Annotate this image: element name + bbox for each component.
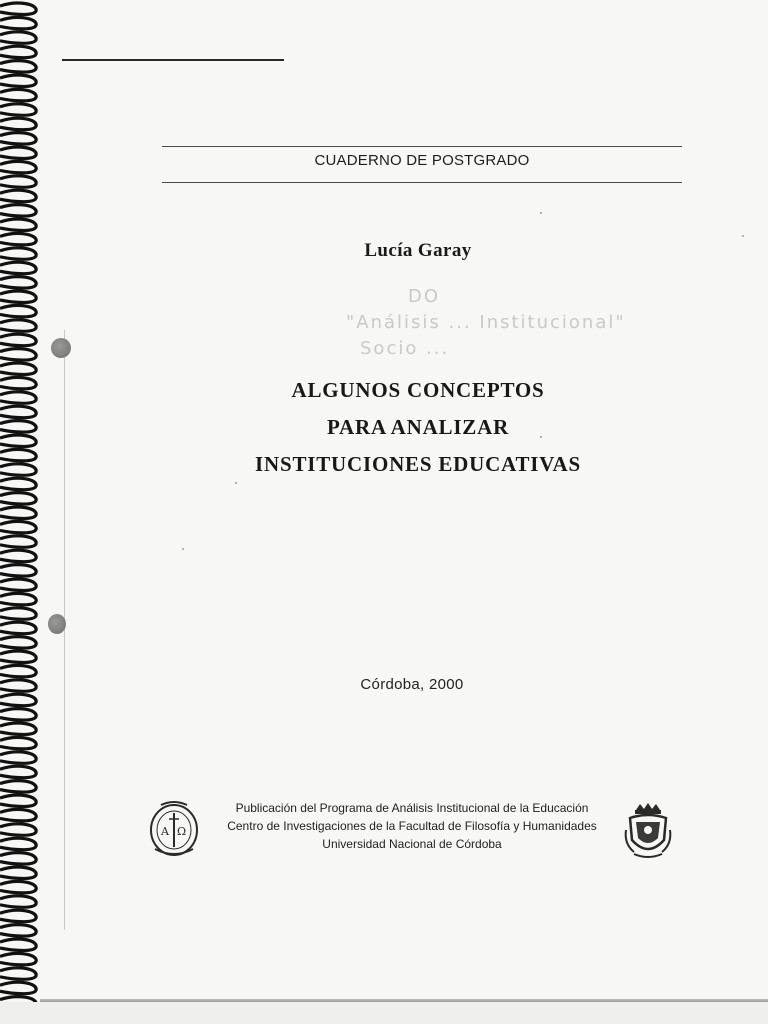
- series-label: CUADERNO DE POSTGRADO: [314, 152, 530, 169]
- spiral-coil: [0, 910, 36, 921]
- header-rule-bottom: [162, 182, 682, 183]
- paper-speck: [540, 212, 542, 214]
- spiral-coil: [0, 507, 36, 518]
- spiral-coil: [0, 305, 36, 316]
- stamp-line: DO: [408, 286, 441, 307]
- spiral-coil: [0, 320, 36, 331]
- spiral-coil: [0, 392, 36, 403]
- spiral-coil: [0, 291, 36, 302]
- stamp-line: Socio ...: [360, 338, 450, 359]
- spiral-coil: [0, 982, 36, 993]
- paper-speck: [742, 235, 744, 237]
- spiral-coil: [0, 881, 36, 892]
- header-rule-top: [162, 146, 682, 147]
- title-line: PARA ANALIZAR: [326, 415, 510, 439]
- spiral-coil: [0, 17, 36, 28]
- spiral-coil: [0, 723, 36, 734]
- spiral-coil: [0, 896, 36, 907]
- spiral-coil: [0, 795, 36, 806]
- spiral-coil: [0, 781, 36, 792]
- spiral-coil: [0, 953, 36, 964]
- spiral-coil: [0, 838, 36, 849]
- spiral-coil: [0, 406, 36, 417]
- spiral-coil: [0, 46, 36, 57]
- spiral-coil: [0, 651, 36, 662]
- paper-speck: [540, 436, 542, 438]
- spiral-coil: [0, 968, 36, 979]
- spiral-coil: [0, 536, 36, 547]
- publisher-line: Centro de Investigaciones de la Facultad de Filosofía y Humanidades: [227, 819, 597, 833]
- faded-stamp: [330, 284, 630, 379]
- svg-text:A: A: [161, 825, 169, 838]
- spiral-coil: [0, 925, 36, 936]
- spiral-coil: [0, 32, 36, 43]
- title-line: ALGUNOS CONCEPTOS: [291, 378, 545, 402]
- university-crest-icon: [622, 800, 674, 862]
- stamp-line: "Análisis ... Institucional": [346, 312, 626, 333]
- spiral-coil: [0, 809, 36, 820]
- spiral-coil: [0, 737, 36, 748]
- spiral-coil: [0, 478, 36, 489]
- publisher-block: [210, 799, 614, 853]
- spiral-coil: [0, 262, 36, 273]
- spiral-coil: [0, 277, 36, 288]
- spiral-coil: [0, 334, 36, 345]
- scan-bottom-margin: [0, 1002, 768, 1024]
- spiral-coil: [0, 867, 36, 878]
- spiral-coil: [0, 622, 36, 633]
- author-name: Lucía Garay: [364, 240, 472, 261]
- spiral-coil: [0, 104, 36, 115]
- spiral-coil: [0, 565, 36, 576]
- spiral-coil: [0, 190, 36, 201]
- spiral-coil: [0, 435, 36, 446]
- spiral-coil: [0, 766, 36, 777]
- spiral-coil: [0, 449, 36, 460]
- spiral-coil: [0, 233, 36, 244]
- spiral-coil: [0, 377, 36, 388]
- top-edge-mark: [62, 59, 284, 61]
- spiral-coil: [0, 493, 36, 504]
- spiral-coil: [0, 133, 36, 144]
- place-date: Córdoba, 2000: [360, 676, 464, 693]
- spiral-coil: [0, 464, 36, 475]
- faculty-seal-icon: [147, 797, 201, 859]
- spiral-coil: [0, 939, 36, 950]
- spiral-coil: [0, 349, 36, 360]
- spiral-coil: [0, 219, 36, 230]
- spiral-binding: [0, 0, 44, 1024]
- spiral-coil: [0, 709, 36, 720]
- spiral-coil: [0, 593, 36, 604]
- spiral-coil: [0, 89, 36, 100]
- spiral-coil: [0, 363, 36, 374]
- spiral-coil: [0, 3, 36, 14]
- spiral-coil: [0, 853, 36, 864]
- publisher-line: Universidad Nacional de Córdoba: [322, 837, 502, 851]
- spiral-coil: [0, 421, 36, 432]
- title-line: INSTITUCIONES EDUCATIVAS: [255, 452, 581, 476]
- spiral-coil: [0, 694, 36, 705]
- spiral-coil: [0, 579, 36, 590]
- punch-hole-upper: [51, 338, 71, 358]
- spiral-coil: [0, 61, 36, 72]
- spiral-coil: [0, 118, 36, 129]
- document-title: [200, 372, 636, 483]
- svg-text:Ω: Ω: [177, 825, 187, 838]
- spiral-coil: [0, 637, 36, 648]
- spiral-coil: [0, 680, 36, 691]
- paper-speck: [182, 548, 184, 550]
- punch-hole-lower: [48, 614, 66, 634]
- spiral-coil: [0, 665, 36, 676]
- spiral-coil: [0, 147, 36, 158]
- spiral-coil: [0, 75, 36, 86]
- spiral-coil: [0, 752, 36, 763]
- spiral-coil: [0, 824, 36, 835]
- spiral-coil: [0, 521, 36, 532]
- spiral-coil: [0, 205, 36, 216]
- paper-speck: [235, 482, 237, 484]
- spiral-coil: [0, 550, 36, 561]
- spiral-coil: [0, 161, 36, 172]
- spiral-coil: [0, 248, 36, 259]
- spiral-coil: [0, 176, 36, 187]
- spiral-coil: [0, 608, 36, 619]
- publisher-line: Publicación del Programa de Análisis Institucional de la Educación: [235, 801, 589, 815]
